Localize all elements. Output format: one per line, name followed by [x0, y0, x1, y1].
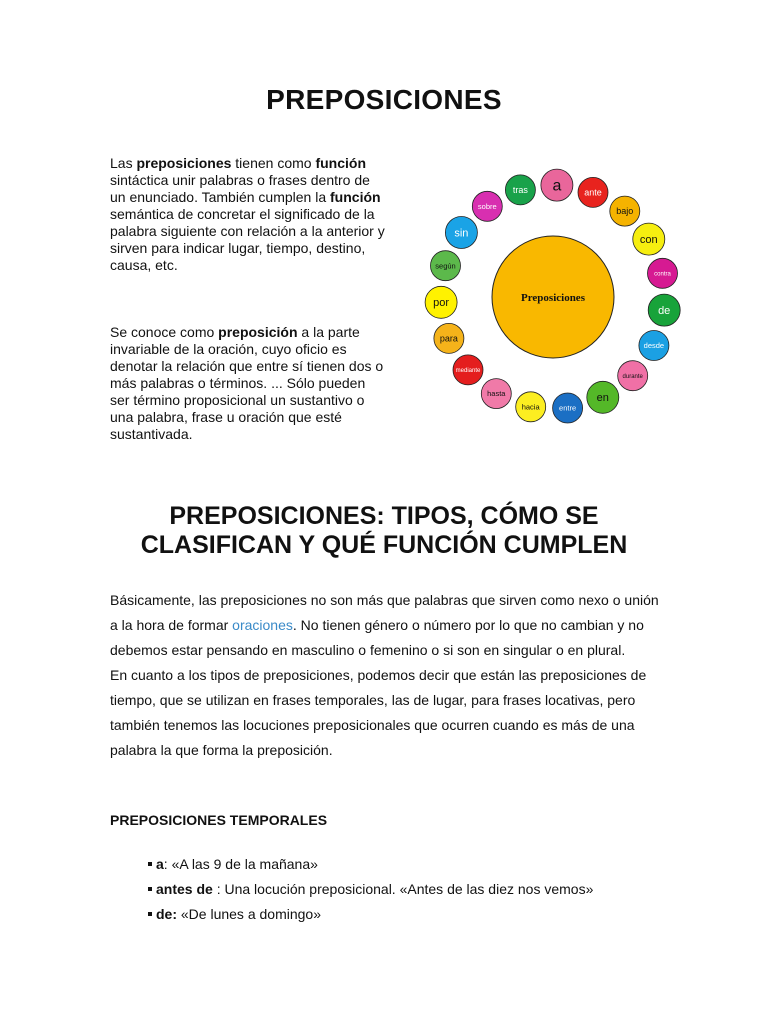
list-item — [148, 902, 593, 927]
list-term: antes de — [156, 881, 213, 897]
bullet-icon — [148, 862, 152, 866]
prepositions-wheel — [415, 166, 695, 436]
list-text: Una locución preposicional. «Antes de las diez nos vemos» — [224, 881, 594, 897]
word-label: ante — [584, 187, 602, 198]
text: . No tienen género o número por lo que no cambian y no debemos estar pensando en masculino o femenino o si son en singular o en plural. — [110, 617, 644, 658]
bold-term: función — [330, 189, 381, 205]
list-text: «A las 9 de la mañana» — [171, 856, 318, 872]
word-label: hacia — [521, 402, 540, 412]
word-label: contra — [654, 271, 671, 278]
word-label: mediante — [455, 368, 481, 374]
text: Básicamente, las preposiciones no son más que palabras que sirven como nexo o unión a la hora de formar — [110, 592, 659, 633]
word-label: hasta — [487, 389, 506, 399]
list-text: «De lunes a domingo» — [180, 906, 321, 922]
word-label: bajo — [616, 206, 634, 217]
word-label: con — [639, 233, 658, 246]
word-label: desde — [643, 341, 665, 351]
temporal-list — [148, 852, 593, 927]
bold-term: preposiciones — [136, 155, 232, 171]
text: Se conoce como — [110, 324, 219, 340]
list-term: a — [156, 856, 164, 872]
oraciones-link[interactable]: oraciones — [232, 617, 293, 633]
list-sep: : — [163, 856, 172, 872]
body-text — [110, 588, 670, 763]
text: a la parte invariable de la oración, cuyo oficio es denotar la relación que entre sí tienen dos o más palabras o términos. ... Sólo pueden ser término proposicional un sustantivo o una palabra, frase u oración que esté sustantivada. — [110, 324, 384, 442]
word-label: durante — [622, 373, 643, 380]
page-title: PREPOSICIONES — [266, 84, 502, 115]
paragraph: En cuanto a los tipos de preposiciones, podemos decir que están las preposiciones de tiempo, que se utilizan en frases temporales, las de lugar, para frases locativas, pero también tenemos las locuciones preposicionales que ocurren cuando es más de una palabra la que forma la preposición. — [110, 667, 647, 758]
list-sep: : — [212, 881, 225, 897]
word-label: a — [552, 177, 562, 195]
prepositions-diagram — [415, 166, 695, 436]
intro-paragraph-2 — [110, 324, 385, 443]
center-label: Preposiciones — [521, 292, 585, 304]
text: Las — [110, 155, 137, 171]
word-label: según — [435, 261, 456, 271]
bullet-icon — [148, 912, 152, 916]
word-label: tras — [512, 185, 528, 195]
word-label: en — [596, 392, 609, 405]
bold-term: preposición — [218, 324, 298, 340]
paragraph — [110, 588, 670, 663]
list-item — [148, 877, 593, 902]
word-label: sin — [454, 227, 469, 240]
text: tienen como — [231, 155, 316, 171]
subsection-title: PREPOSICIONES TEMPORALES — [110, 812, 328, 828]
word-label: por — [433, 297, 450, 310]
word-label: de — [658, 305, 671, 317]
intro-paragraph-1 — [110, 155, 385, 274]
list-item — [148, 852, 593, 877]
word-label: para — [439, 333, 458, 344]
section-title: PREPOSICIONES: TIPOS, CÓMO SE CLASIFICAN Y QUÉ FUNCIÓN CUMPLEN — [140, 502, 628, 559]
word-label: entre — [559, 403, 577, 413]
word-label: sobre — [477, 201, 497, 211]
list-term: de: — [156, 906, 177, 922]
text: sintáctica unir palabras o frases dentro de un enunciado. También cumplen la — [110, 172, 370, 205]
bold-term: función — [315, 155, 366, 171]
bullet-icon — [148, 887, 152, 891]
text: semántica de concretar el significado de la palabra siguiente con relación a la anterior y sirven para indicar lugar, tiempo, destino, causa, etc. — [110, 206, 385, 273]
